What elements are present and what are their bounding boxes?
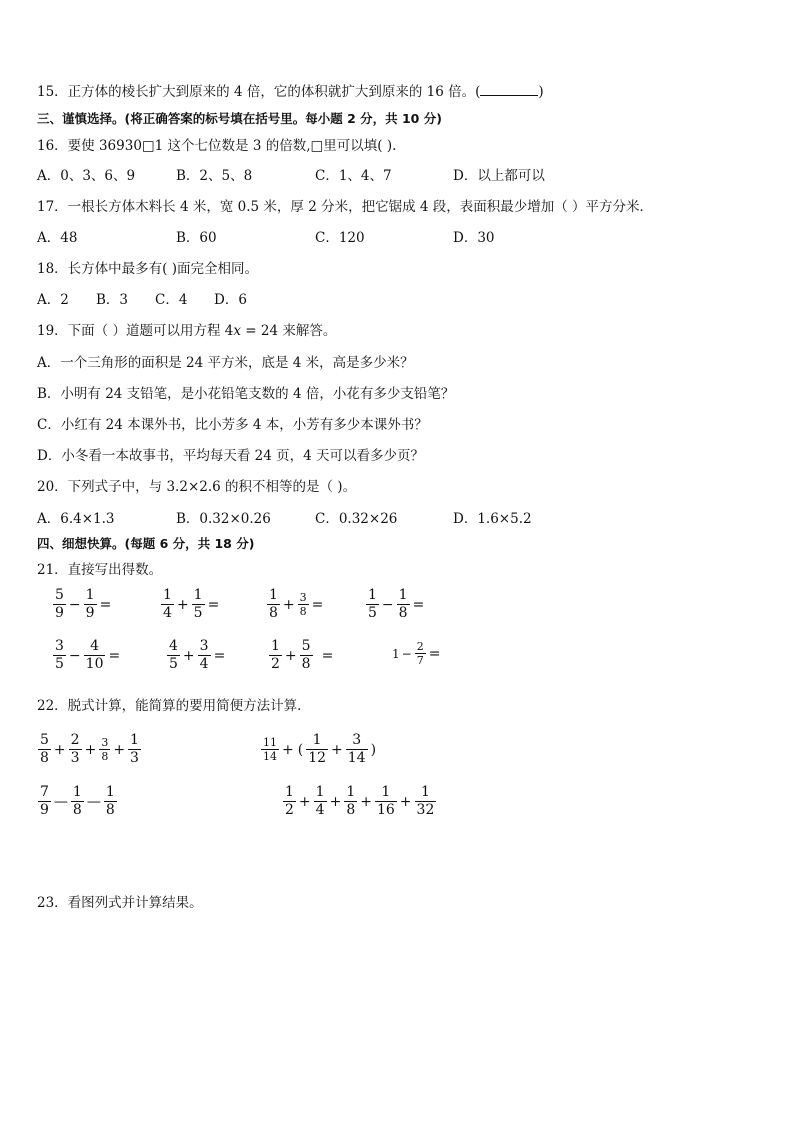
question-19-text-before: 19．下面（ ）道题可以用方程 4 xyxy=(37,323,234,339)
fraction: $\frac{1}{8}$ xyxy=(72,784,82,818)
q16-option-a[interactable]: A．0、3、6、9 xyxy=(37,168,136,184)
fraction: $\frac{1}{2}$ xyxy=(285,784,294,818)
fraction: $\frac{1}{5}$ xyxy=(368,587,377,621)
q21-expr-4: $\frac{1}{5}$ − $\frac{1}{8}$ = xyxy=(368,587,425,621)
question-19-text-after: = 24 来解答。 xyxy=(240,323,337,339)
q18-option-a[interactable]: A．2 xyxy=(37,292,69,308)
q16-option-c[interactable]: C．1、4、7 xyxy=(315,168,392,184)
fraction: $\frac{7}{9}$ xyxy=(40,784,49,818)
fraction: $\frac{4}{10}$ xyxy=(85,638,104,672)
question-18: 18．长方体中最多有( )面完全相同。 xyxy=(37,261,259,277)
answer-blank[interactable] xyxy=(480,83,538,96)
question-17: 17．一根长方体木料长 4 米，宽 0.5 米，厚 2 分米，把它锯成 4 段，表面积最少增加（ ）平方分米． xyxy=(37,199,654,215)
fraction: $\frac{1}{4}$ xyxy=(163,587,172,621)
fraction: $\frac{1}{9}$ xyxy=(85,587,95,621)
q18-option-b[interactable]: B．3 xyxy=(96,292,129,308)
q20-option-c[interactable]: C．0.32×26 xyxy=(315,511,398,527)
q21-expr-3: $\frac{1}{8}$ + $\frac{3}{8}$ = xyxy=(269,587,324,621)
q17-option-b[interactable]: B．60 xyxy=(176,230,217,246)
fraction: $\frac{5}{8}$ xyxy=(40,732,49,766)
fraction: $\frac{1}{32}$ xyxy=(416,784,435,818)
q21-expr-6: $\frac{4}{5}$ + $\frac{3}{4}$ = xyxy=(169,638,226,672)
fraction: $\frac{1}{8}$ xyxy=(105,784,115,818)
section-3-heading: 三、谨慎选择。(将正确答案的标号填在括号里。每小题 2 分，共 10 分) xyxy=(37,111,442,126)
fraction: $\frac{1}{2}$ xyxy=(271,638,280,672)
q16-option-d[interactable]: D．以上都可以 xyxy=(453,168,545,184)
fraction: $\frac{2}{3}$ xyxy=(70,732,80,766)
fraction: $\frac{5}{8}$ xyxy=(301,638,311,672)
q19-option-d[interactable]: D．小冬看一本故事书，平均每天看 24 页，4 天可以看多少页？ xyxy=(37,448,424,464)
fraction: $\frac{1}{4}$ xyxy=(315,784,325,818)
fraction: $\frac{1}{8}$ xyxy=(346,784,356,818)
q22-expr-4: $\frac{1}{2}$ + $\frac{1}{4}$ + $\frac{1}{8}$ + $\frac{1}{16}$ + $\frac{1}{32}$ xyxy=(285,784,435,818)
q22-expr-2: $\frac{11}{14}$ + ( $\frac{1}{12}$ + $\frac{3}{14}$ ) xyxy=(263,732,377,766)
fraction: $\frac{1}{3}$ xyxy=(130,732,139,766)
q16-option-b[interactable]: B．2、5、8 xyxy=(176,168,253,184)
fraction: $\frac{4}{5}$ xyxy=(169,638,178,672)
fraction: $\frac{3}{4}$ xyxy=(199,638,209,672)
q21-expr-5: $\frac{3}{5}$ − $\frac{4}{10}$ = xyxy=(55,638,121,672)
fraction: $\frac{1}{8}$ xyxy=(269,587,278,621)
question-15-text: 15．正方体的棱长扩大到原来的 4 倍，它的体积就扩大到原来的 16 倍。( xyxy=(37,84,481,100)
q18-option-d[interactable]: D．6 xyxy=(214,292,247,308)
question-15 xyxy=(37,83,544,101)
fraction: $\frac{3}{8}$ xyxy=(299,591,307,618)
variable-x: x xyxy=(233,323,241,339)
q21-expr-7: $\frac{1}{2}$ + $\frac{5}{8}$ = xyxy=(271,638,334,672)
question-16: 16．要使 36930□1 这个七位数是 3 的倍数,□里可以填( ). xyxy=(37,138,397,154)
q22-expr-3: $\frac{7}{9}$ — $\frac{1}{8}$ — $\frac{1}{8}$ xyxy=(40,784,115,818)
fraction: $\frac{1}{12}$ xyxy=(308,732,327,766)
fraction: $\frac{3}{5}$ xyxy=(55,638,64,672)
q20-option-a[interactable]: A．6.4×1.3 xyxy=(37,511,115,527)
question-21: 21．直接写出得数。 xyxy=(37,562,163,578)
q21-expr-1: $\frac{5}{9}$ − $\frac{1}{9}$ = xyxy=(55,587,112,621)
q19-option-b[interactable]: B．小明有 24 支铅笔，是小花铅笔支数的 4 倍，小花有多少支铅笔？ xyxy=(37,386,455,402)
q18-option-c[interactable]: C．4 xyxy=(155,292,188,308)
fraction: $\frac{5}{9}$ xyxy=(55,587,64,621)
question-22: 22．脱式计算，能简算的要用简便方法计算． xyxy=(37,698,311,714)
q19-option-a[interactable]: A．一个三角形的面积是 24 平方米，底是 4 米，高是多少米？ xyxy=(37,355,414,371)
q22-expr-1: $\frac{5}{8}$ + $\frac{2}{3}$ + $\frac{3}{8}$ + $\frac{1}{3}$ xyxy=(40,732,139,766)
q17-option-d[interactable]: D．30 xyxy=(453,230,495,246)
question-20: 20．下列式子中，与 3.2×2.6 的积不相等的是（ )。 xyxy=(37,479,357,495)
q20-option-b[interactable]: B．0.32×0.26 xyxy=(176,511,271,527)
fraction: $\frac{3}{8}$ xyxy=(101,736,109,763)
section-4-heading: 四、细想快算。(每题 6 分，共 18 分) xyxy=(37,536,255,551)
q17-option-c[interactable]: C．120 xyxy=(315,230,365,246)
question-19 xyxy=(37,322,336,340)
q19-option-c[interactable]: C．小红有 24 本课外书，比小芳多 4 本，小芳有多少本课外书？ xyxy=(37,417,428,433)
q20-option-d[interactable]: D．1.6×5.2 xyxy=(453,511,532,527)
q21-expr-2: $\frac{1}{4}$ + $\frac{1}{5}$ = xyxy=(163,587,220,621)
fraction: $\frac{11}{14}$ xyxy=(263,736,277,763)
question-15-close: ) xyxy=(538,84,544,100)
fraction: $\frac{2}{7}$ xyxy=(416,640,424,667)
q21-expr-8: 1 − $\frac{2}{7}$ = xyxy=(392,640,441,667)
q17-option-a[interactable]: A．48 xyxy=(37,230,78,246)
fraction: $\frac{1}{5}$ xyxy=(193,587,203,621)
fraction: $\frac{3}{14}$ xyxy=(347,732,366,766)
fraction: $\frac{1}{16}$ xyxy=(376,784,395,818)
fraction: $\frac{1}{8}$ xyxy=(398,587,408,621)
question-23: 23．看图列式并计算结果。 xyxy=(37,895,203,911)
